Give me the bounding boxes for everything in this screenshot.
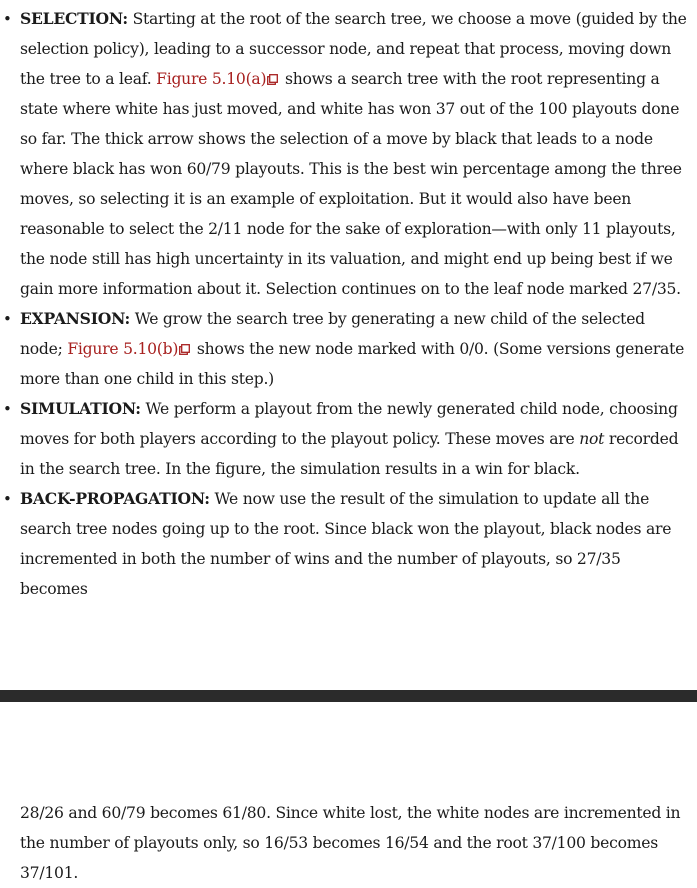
bullet-dot-icon: •: [3, 310, 12, 328]
list-item-selection: [0, 4, 697, 304]
list-item-expansion: [0, 304, 697, 394]
simulation-text-b: recorded in the search tree. In the figure, the simulation results in a win for black.: [20, 430, 679, 478]
simulation-emphasis: not: [579, 430, 605, 448]
simulation-text-a: We perform a playout from the newly generated child node, choosing moves for both players according to the playout policy. These moves are: [20, 400, 678, 448]
bullet-dot-icon: •: [3, 490, 12, 508]
algorithm-steps-list: [0, 4, 697, 604]
term-back-propagation: BACK-PROPAGATION:: [20, 489, 210, 508]
back-propagation-text: We now use the result of the simulation to update all the search tree nodes going up to the root. Since black won the playout, black nodes are incremented in both the number of wins and the number of playouts, so 27/35 becomes: [20, 490, 672, 598]
continuation-paragraph: 28/26 and 60/79 becomes 61/80. Since white lost, the white nodes are incremented in the number of playouts only, so 16/53 becomes 16/54 and the root 37/100 becomes 37/101.: [20, 804, 681, 882]
expansion-text-b: shows the new node marked with 0/0. (Some versions generate more than one child in this step.): [20, 340, 685, 388]
bullet-dot-icon: •: [3, 400, 12, 418]
term-selection: SELECTION:: [20, 9, 128, 28]
bullet-dot-icon: •: [3, 10, 12, 28]
term-expansion: EXPANSION:: [20, 309, 131, 328]
expansion-text-a: We grow the search tree by generating a new child of the selected node;: [20, 310, 645, 358]
selection-text-b: shows a search tree with the root representing a state where white has just moved, and white has won 37 out of the 100 playouts done so far. The thick arrow shows the selection of a move by black that leads to a node where black has won 60/79 playouts. This is the best win percentage among the three moves, so selecting it is an example of exploitation. But it would also have been reasonable to select the 2/11 node for the sake of exploration—with only 11 playouts, the node still has high uncertainty in its valuation, and might end up being best if we gain more information about it. Selection continues on to the leaf node marked 27/35.: [20, 70, 682, 298]
figure-link-5-10a[interactable]: Figure 5.10(a): [156, 70, 267, 88]
selection-text-a: Starting at the root of the search tree, we choose a move (guided by the selection policy), leading to a successor node, and repeat that process, moving down the tree to a leaf.: [20, 10, 687, 88]
external-link-icon[interactable]: [179, 344, 190, 355]
term-simulation: SIMULATION:: [20, 399, 141, 418]
page-break-divider: [0, 690, 697, 702]
list-item-simulation: [0, 394, 697, 484]
figure-link-5-10b[interactable]: Figure 5.10(b): [67, 340, 179, 358]
list-item-back-propagation: [0, 484, 697, 604]
external-link-icon[interactable]: [267, 74, 278, 85]
